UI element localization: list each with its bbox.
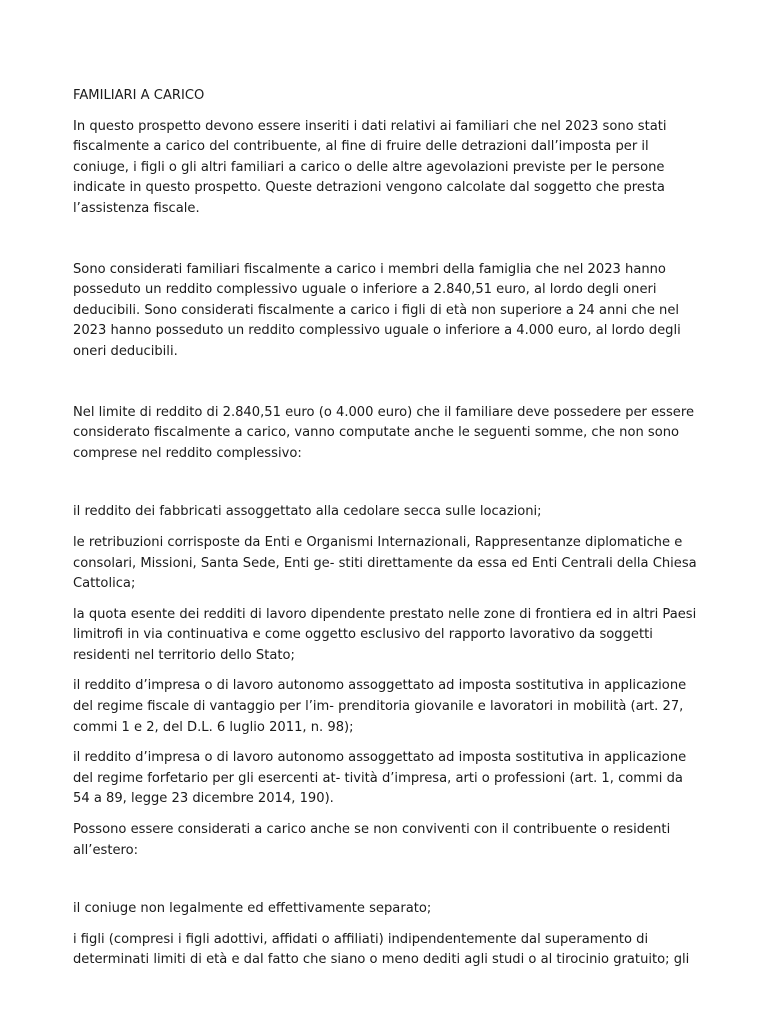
income-item: il reddito dei fabbricati assoggettato alla cedolare secca sulle locazioni; bbox=[73, 504, 542, 520]
income-item: le retribuzioni corrisposte da Enti e Organismi Internazionali, Rappresentanze diplomatiche e consolari, Missioni, Santa Sede, Enti ge- stiti direttamente da essa ed Enti Centrali della Chiesa Cattolica; bbox=[73, 534, 697, 592]
criteria-paragraph: Sono considerati familiari fiscalmente a carico i membri della famiglia che nel 2023 hanno posseduto un reddito complessivo uguale o inferiore a 2.840,51 euro, al lordo degli oneri deducibili. Sono considerati fiscalmente a carico i figli di età non superiore a 24 anni che nel 2023 hanno posseduto un reddito complessivo uguale o inferiore a 4.000 euro, al lordo degli oneri deducibili. bbox=[73, 261, 681, 359]
income-item: la quota esente dei redditi di lavoro dipendente prestato nelle zone di frontiera ed in altri Paesi limitrofi in via continuativa e come oggetto esclusivo del rapporto lavorativo da soggetti residenti nel territorio dello Stato; bbox=[73, 606, 697, 663]
limit-intro-paragraph: Nel limite di reddito di 2.840,51 euro (o 4.000 euro) che il familiare deve possedere per essere considerato fiscalmente a carico, vanno computate anche le seguenti somme, che non sono comprese nel reddito complessivo: bbox=[73, 404, 695, 461]
document-page bbox=[73, 86, 698, 981]
income-item: il reddito d’impresa o di lavoro autonomo assoggettato ad imposta sostitutiva in applicazione del regime fiscale di vantaggio per l’im- prenditoria giovanile e lavoratori in mobilità (art. 27, commi 1 e 2, del D.L. 6 luglio 2011, n. 98); bbox=[73, 678, 687, 735]
intro-paragraph: In questo prospetto devono essere inseriti i dati relativi ai familiari che nel 2023 sono stati fiscalmente a carico del contribuente, al fine di fruire delle detrazioni dall’imposta per il coniuge, i figli o gli altri familiari a carico o delle altre agevolazioni previste per le persone indicate in questo prospetto. Queste detrazioni vengono calcolate dal soggetto che presta l’assistenza fiscale. bbox=[73, 118, 667, 216]
nonresident-intro-paragraph: Possono essere considerati a carico anche se non conviventi con il contribuente o residenti all’estero: bbox=[73, 822, 671, 858]
document-heading: FAMILIARI A CARICO bbox=[73, 88, 205, 103]
dependent-item: il coniuge non legalmente ed effettivamente separato; bbox=[73, 901, 432, 917]
dependent-item: i figli (compresi i figli adottivi, affidati o affiliati) indipendentemente dal superamento di determinati limiti di età e dal fatto che siano o meno dediti agli studi o al tirocinio gratuito; gli bbox=[73, 931, 690, 968]
income-item: il reddito d’impresa o di lavoro autonomo assoggettato ad imposta sostitutiva in applicazione del regime forfetario per gli esercenti at- tività d’impresa, arti o professioni (art. 1, commi da 54 a 89, legge 23 dicembre 2014, 190). bbox=[73, 750, 687, 807]
